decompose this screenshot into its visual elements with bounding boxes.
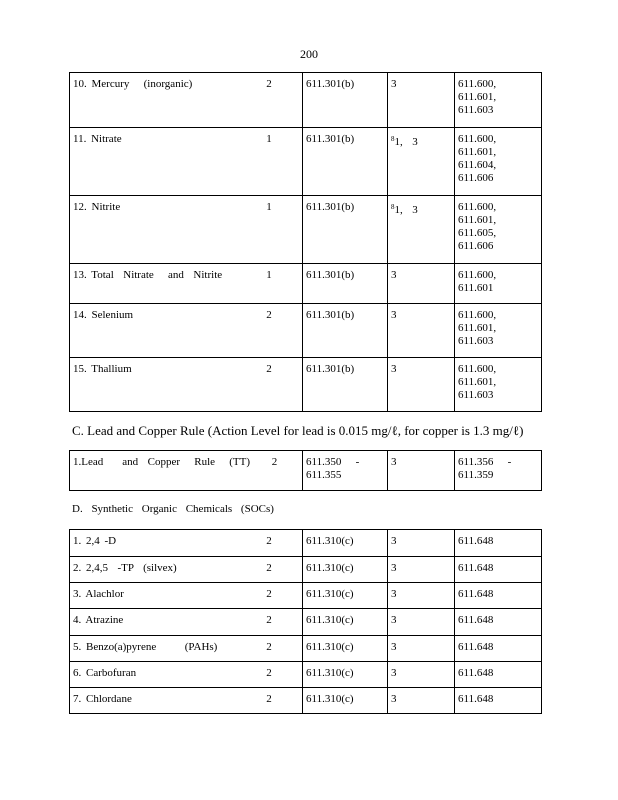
- methods-cell: [455, 557, 542, 583]
- method-reference: 611.359: [458, 469, 494, 481]
- methods-cell: [455, 264, 542, 304]
- code-value: 3: [391, 535, 397, 547]
- method-reference: 611.648: [458, 614, 494, 626]
- methods-cell: [455, 128, 542, 196]
- code-value: 3: [391, 667, 397, 679]
- table-row: [70, 557, 542, 583]
- contaminant-cell: [70, 196, 303, 264]
- section-reference-cell: [303, 304, 388, 358]
- code-value: 3: [391, 456, 397, 468]
- contaminant-name: 7. Chlordane: [73, 693, 132, 705]
- code-cell: [388, 688, 455, 714]
- table-row: [70, 662, 542, 688]
- code-value: 3: [391, 641, 397, 653]
- contaminant-cell: [70, 304, 303, 358]
- code-cell: [388, 530, 455, 557]
- section-d-heading: D. Synthetic Organic Chemicals (SOCs): [72, 503, 274, 515]
- methods-cell: [455, 358, 542, 412]
- code-value: 3: [391, 693, 397, 705]
- section-reference: 611.301(b): [306, 363, 355, 375]
- section-reference-cell: [303, 662, 388, 688]
- contaminant-cell: [70, 451, 303, 491]
- section-reference: 611.355: [306, 469, 342, 481]
- section-reference: 611.310(c): [306, 693, 354, 705]
- tier-number: 2: [266, 309, 272, 321]
- method-reference: 611.356 -: [458, 456, 512, 468]
- method-reference: 611.648: [458, 535, 494, 547]
- method-reference: 611.648: [458, 562, 494, 574]
- methods-cell: [455, 688, 542, 714]
- code-value: 3: [391, 309, 397, 321]
- code-cell: [388, 264, 455, 304]
- contaminant-name: 6. Carbofuran: [73, 667, 137, 679]
- table-row: [70, 583, 542, 609]
- method-reference: 611.600,: [458, 78, 497, 90]
- code-value: 3: [391, 562, 397, 574]
- tier-number: 1: [266, 269, 272, 281]
- table-row: [70, 451, 542, 491]
- section-reference-cell: [303, 636, 388, 662]
- contaminant-name: 4. Atrazine: [73, 614, 124, 626]
- table-row: [70, 636, 542, 662]
- code-value: 3: [391, 614, 397, 626]
- tier-number: 1: [266, 201, 272, 213]
- table-row: [70, 688, 542, 714]
- section-reference: 611.310(c): [306, 535, 354, 547]
- methods-cell: [455, 662, 542, 688]
- tier-number: 2: [266, 667, 272, 679]
- methods-cell: [455, 609, 542, 636]
- method-reference: 611.605,: [458, 227, 497, 239]
- section-reference-cell: [303, 128, 388, 196]
- section-reference: 611.301(b): [306, 78, 355, 90]
- methods-cell: [455, 636, 542, 662]
- section-reference: 611.350 -: [306, 456, 360, 468]
- contaminant-cell: [70, 264, 303, 304]
- contaminant-cell: [70, 662, 303, 688]
- code-value: 1, 3: [394, 136, 418, 148]
- tier-number: 2: [266, 614, 272, 626]
- method-reference: 611.600,: [458, 133, 497, 145]
- table-row: [70, 196, 542, 264]
- page-number: 200: [300, 47, 318, 61]
- contaminant-name: 2. 2,4,5 -TP (silvex): [73, 562, 177, 574]
- code-cell: [388, 358, 455, 412]
- method-reference: 611.603: [458, 389, 494, 401]
- code-cell: [388, 304, 455, 358]
- contaminant-cell: [70, 557, 303, 583]
- method-reference: 611.601,: [458, 376, 497, 388]
- section-reference-cell: [303, 530, 388, 557]
- code-cell: [388, 73, 455, 128]
- method-reference: 611.601: [458, 282, 494, 294]
- code-cell: [388, 196, 455, 264]
- section-reference: 611.301(b): [306, 133, 355, 145]
- contaminant-name: 5. Benzo(a)pyrene (PAHs): [73, 641, 218, 653]
- tier-number: 1: [266, 133, 272, 145]
- methods-cell: [455, 73, 542, 128]
- method-reference: 611.601,: [458, 322, 497, 334]
- contaminant-cell: [70, 128, 303, 196]
- method-reference: 611.600,: [458, 201, 497, 213]
- section-reference-cell: [303, 609, 388, 636]
- tier-number: 2: [266, 363, 272, 375]
- code-value: 3: [391, 269, 397, 281]
- method-reference: 611.648: [458, 588, 494, 600]
- table-row: [70, 264, 542, 304]
- tier-number: 2: [266, 562, 272, 574]
- contaminant-name: 13. Total Nitrate and Nitrite: [73, 269, 223, 281]
- contaminant-name: 11. Nitrate: [73, 133, 122, 145]
- lead-copper-table: [69, 450, 542, 491]
- code-value: 3: [391, 363, 397, 375]
- contaminant-cell: [70, 636, 303, 662]
- code-cell: [388, 609, 455, 636]
- method-reference: 611.603: [458, 104, 494, 116]
- code-value: 3: [391, 588, 397, 600]
- method-reference: 611.601,: [458, 214, 497, 226]
- methods-cell: [455, 304, 542, 358]
- contaminant-name: 14. Selenium: [73, 309, 134, 321]
- contaminant-name: 3. Alachlor: [73, 588, 124, 600]
- section-reference-cell: [303, 583, 388, 609]
- code-value: 3: [391, 78, 397, 90]
- code-value: 1, 3: [394, 204, 418, 216]
- method-reference: 611.600,: [458, 309, 497, 321]
- table-row: [70, 128, 542, 196]
- method-reference: 611.601,: [458, 91, 497, 103]
- contaminant-cell: [70, 73, 303, 128]
- section-reference-cell: [303, 264, 388, 304]
- contaminant-name: 1. 2,4 -D: [73, 535, 117, 547]
- method-reference: 611.648: [458, 667, 494, 679]
- code-cell: [388, 128, 455, 196]
- footnote-marker: 8: [391, 203, 395, 211]
- contaminant-cell: [70, 688, 303, 714]
- tier-number: 2: [271, 456, 278, 468]
- method-reference: 611.600,: [458, 269, 497, 281]
- method-reference: 611.606: [458, 172, 494, 184]
- code-cell: [388, 662, 455, 688]
- tier-number: 2: [266, 588, 272, 600]
- contaminant-name: 1.Lead and Copper Rule (TT): [73, 456, 251, 468]
- method-reference: 611.648: [458, 641, 494, 653]
- section-reference-cell: [303, 73, 388, 128]
- section-reference: 611.310(c): [306, 614, 354, 626]
- tier-number: 2: [266, 78, 272, 90]
- contaminant-name: 10. Mercury (inorganic): [73, 78, 193, 90]
- section-reference: 611.301(b): [306, 309, 355, 321]
- table-row: [70, 358, 542, 412]
- section-reference: 611.310(c): [306, 562, 354, 574]
- method-reference: 611.648: [458, 693, 494, 705]
- contaminant-cell: [70, 609, 303, 636]
- table-row: [70, 73, 542, 128]
- contaminant-name: 12. Nitrite: [73, 201, 121, 213]
- section-reference-cell: [303, 451, 388, 491]
- section-reference: 611.310(c): [306, 667, 354, 679]
- method-reference: 611.601,: [458, 146, 497, 158]
- tier-number: 2: [266, 693, 272, 705]
- table-row: [70, 609, 542, 636]
- table-row: [70, 530, 542, 557]
- methods-cell: [455, 530, 542, 557]
- section-c-heading: C. Lead and Copper Rule (Action Level for lead is 0.015 mg/ℓ, for copper is 1.3 mg/ℓ): [72, 423, 524, 438]
- section-reference-cell: [303, 358, 388, 412]
- code-cell: [388, 636, 455, 662]
- section-reference: 611.310(c): [306, 588, 354, 600]
- contaminant-cell: [70, 358, 303, 412]
- code-cell: [388, 557, 455, 583]
- section-reference-cell: [303, 557, 388, 583]
- footnote-marker: 8: [391, 135, 395, 143]
- inorganic-contaminants-table: [69, 72, 542, 412]
- table-row: [70, 304, 542, 358]
- section-reference-cell: [303, 688, 388, 714]
- tier-number: 2: [266, 641, 272, 653]
- synthetic-organic-chemicals-table: [69, 529, 542, 714]
- section-reference-cell: [303, 196, 388, 264]
- contaminant-cell: [70, 583, 303, 609]
- code-cell: [388, 583, 455, 609]
- method-reference: 611.606: [458, 240, 494, 252]
- method-reference: 611.603: [458, 335, 494, 347]
- contaminant-cell: [70, 530, 303, 557]
- contaminant-name: 15. Thallium: [73, 363, 132, 375]
- section-reference: 611.301(b): [306, 269, 355, 281]
- method-reference: 611.604,: [458, 159, 497, 171]
- section-reference: 611.310(c): [306, 641, 354, 653]
- methods-cell: [455, 451, 542, 491]
- methods-cell: [455, 196, 542, 264]
- methods-cell: [455, 583, 542, 609]
- code-cell: [388, 451, 455, 491]
- tier-number: 2: [266, 535, 272, 547]
- method-reference: 611.600,: [458, 363, 497, 375]
- section-reference: 611.301(b): [306, 201, 355, 213]
